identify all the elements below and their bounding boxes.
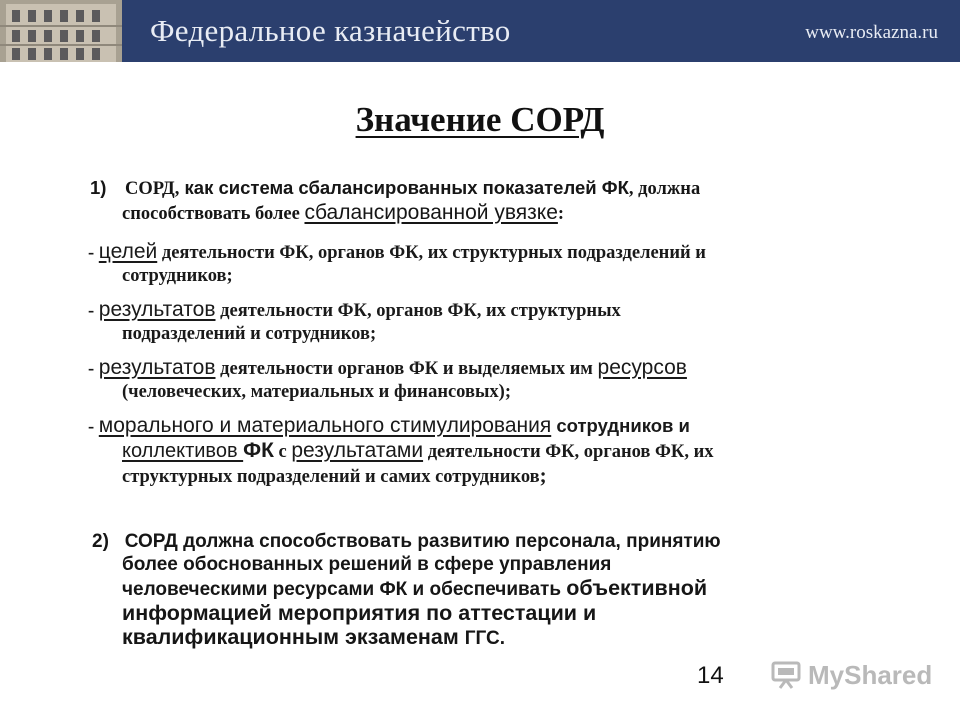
bullet-results-1-cont: подразделений и сотрудников; — [122, 324, 377, 344]
bullet-dash: - — [88, 301, 95, 321]
point-1-system: как система сбалансированных показателей ФК — [179, 177, 629, 198]
point-2 — [92, 530, 912, 650]
bullet-goals-key: целей — [98, 240, 158, 263]
bullet-incentives-key: морального и материального стимулирования — [98, 414, 552, 437]
point-2-line3a: человеческими ресурсами ФК и обеспечивать — [122, 579, 567, 600]
point-1-promote: способствовать более — [122, 204, 305, 224]
point-1-linkage: сбалансированной увязке — [304, 201, 558, 224]
bullet-goals-cont: сотрудников; — [122, 266, 233, 286]
watermark — [770, 658, 932, 692]
header-title: Федеральное казначейство — [150, 13, 511, 48]
bullet-incentives — [88, 414, 908, 489]
presentation-icon — [770, 661, 802, 689]
point-2-line4: информацией мероприятия по аттестации и — [122, 601, 597, 625]
bullet-dash: - — [88, 417, 95, 437]
bullet-results-2-cont: (человеческих, материальных и финансовых); — [122, 382, 511, 402]
bullet-semicolon: ; — [539, 463, 547, 487]
page-number: 14 — [697, 662, 724, 689]
bullet-dash: - — [88, 359, 95, 379]
point-2-line5b: ГГС. — [464, 628, 506, 649]
point-1 — [90, 176, 910, 226]
point-1-must: , должна — [628, 179, 701, 199]
point-2-line2: более обоснованных решений в сфере управления — [122, 554, 612, 575]
bullet-results-key: результатами — [291, 439, 424, 462]
header-url[interactable]: www.roskazna.ru — [805, 22, 938, 43]
bullet-incentives-cont: деятельности ФК, органов ФК, их — [423, 442, 714, 462]
bullet-fk: ФК — [243, 439, 274, 462]
point-2-number: 2) — [92, 531, 109, 552]
bullet-with: с — [273, 442, 292, 462]
bullet-goals-text: деятельности ФК, органов ФК, их структурных подразделений и — [157, 243, 706, 263]
point-1-sord: СОРД, — [124, 179, 180, 199]
building-icon — [0, 0, 122, 62]
page-title — [0, 100, 960, 140]
bullet-results-2-text: деятельности органов ФК и выделяемых им — [215, 359, 598, 379]
bullet-resources-key: ресурсов — [597, 356, 687, 379]
bullet-incentives-cont2: структурных подразделений и самих сотрудников — [122, 467, 540, 487]
bullet-results-1 — [88, 298, 908, 346]
point-2-line5a: квалификационным экзаменам — [122, 625, 465, 649]
bullet-goals — [88, 240, 908, 288]
bullet-incentives-text: сотрудников и — [551, 415, 690, 436]
bullet-dash: - — [88, 243, 95, 263]
bullet-collectives: коллективов — [122, 440, 244, 462]
bullet-results-1-key: результатов — [98, 298, 216, 321]
bullet-results-2-key: результатов — [98, 356, 216, 379]
watermark-text: MyShared — [808, 659, 933, 690]
header-banner — [0, 0, 960, 62]
bullet-results-1-text: деятельности ФК, органов ФК, их структурных — [215, 301, 621, 321]
bullet-results-2 — [88, 356, 908, 404]
point-1-colon: : — [557, 204, 565, 224]
building-photo — [0, 0, 122, 62]
point-2-line3b: объективной — [566, 576, 708, 600]
page-title-text: Значение СОРД — [355, 100, 605, 139]
point-2-line1: СОРД должна способствовать развитию персонала, принятию — [124, 531, 721, 552]
point-1-number: 1) — [90, 177, 107, 198]
